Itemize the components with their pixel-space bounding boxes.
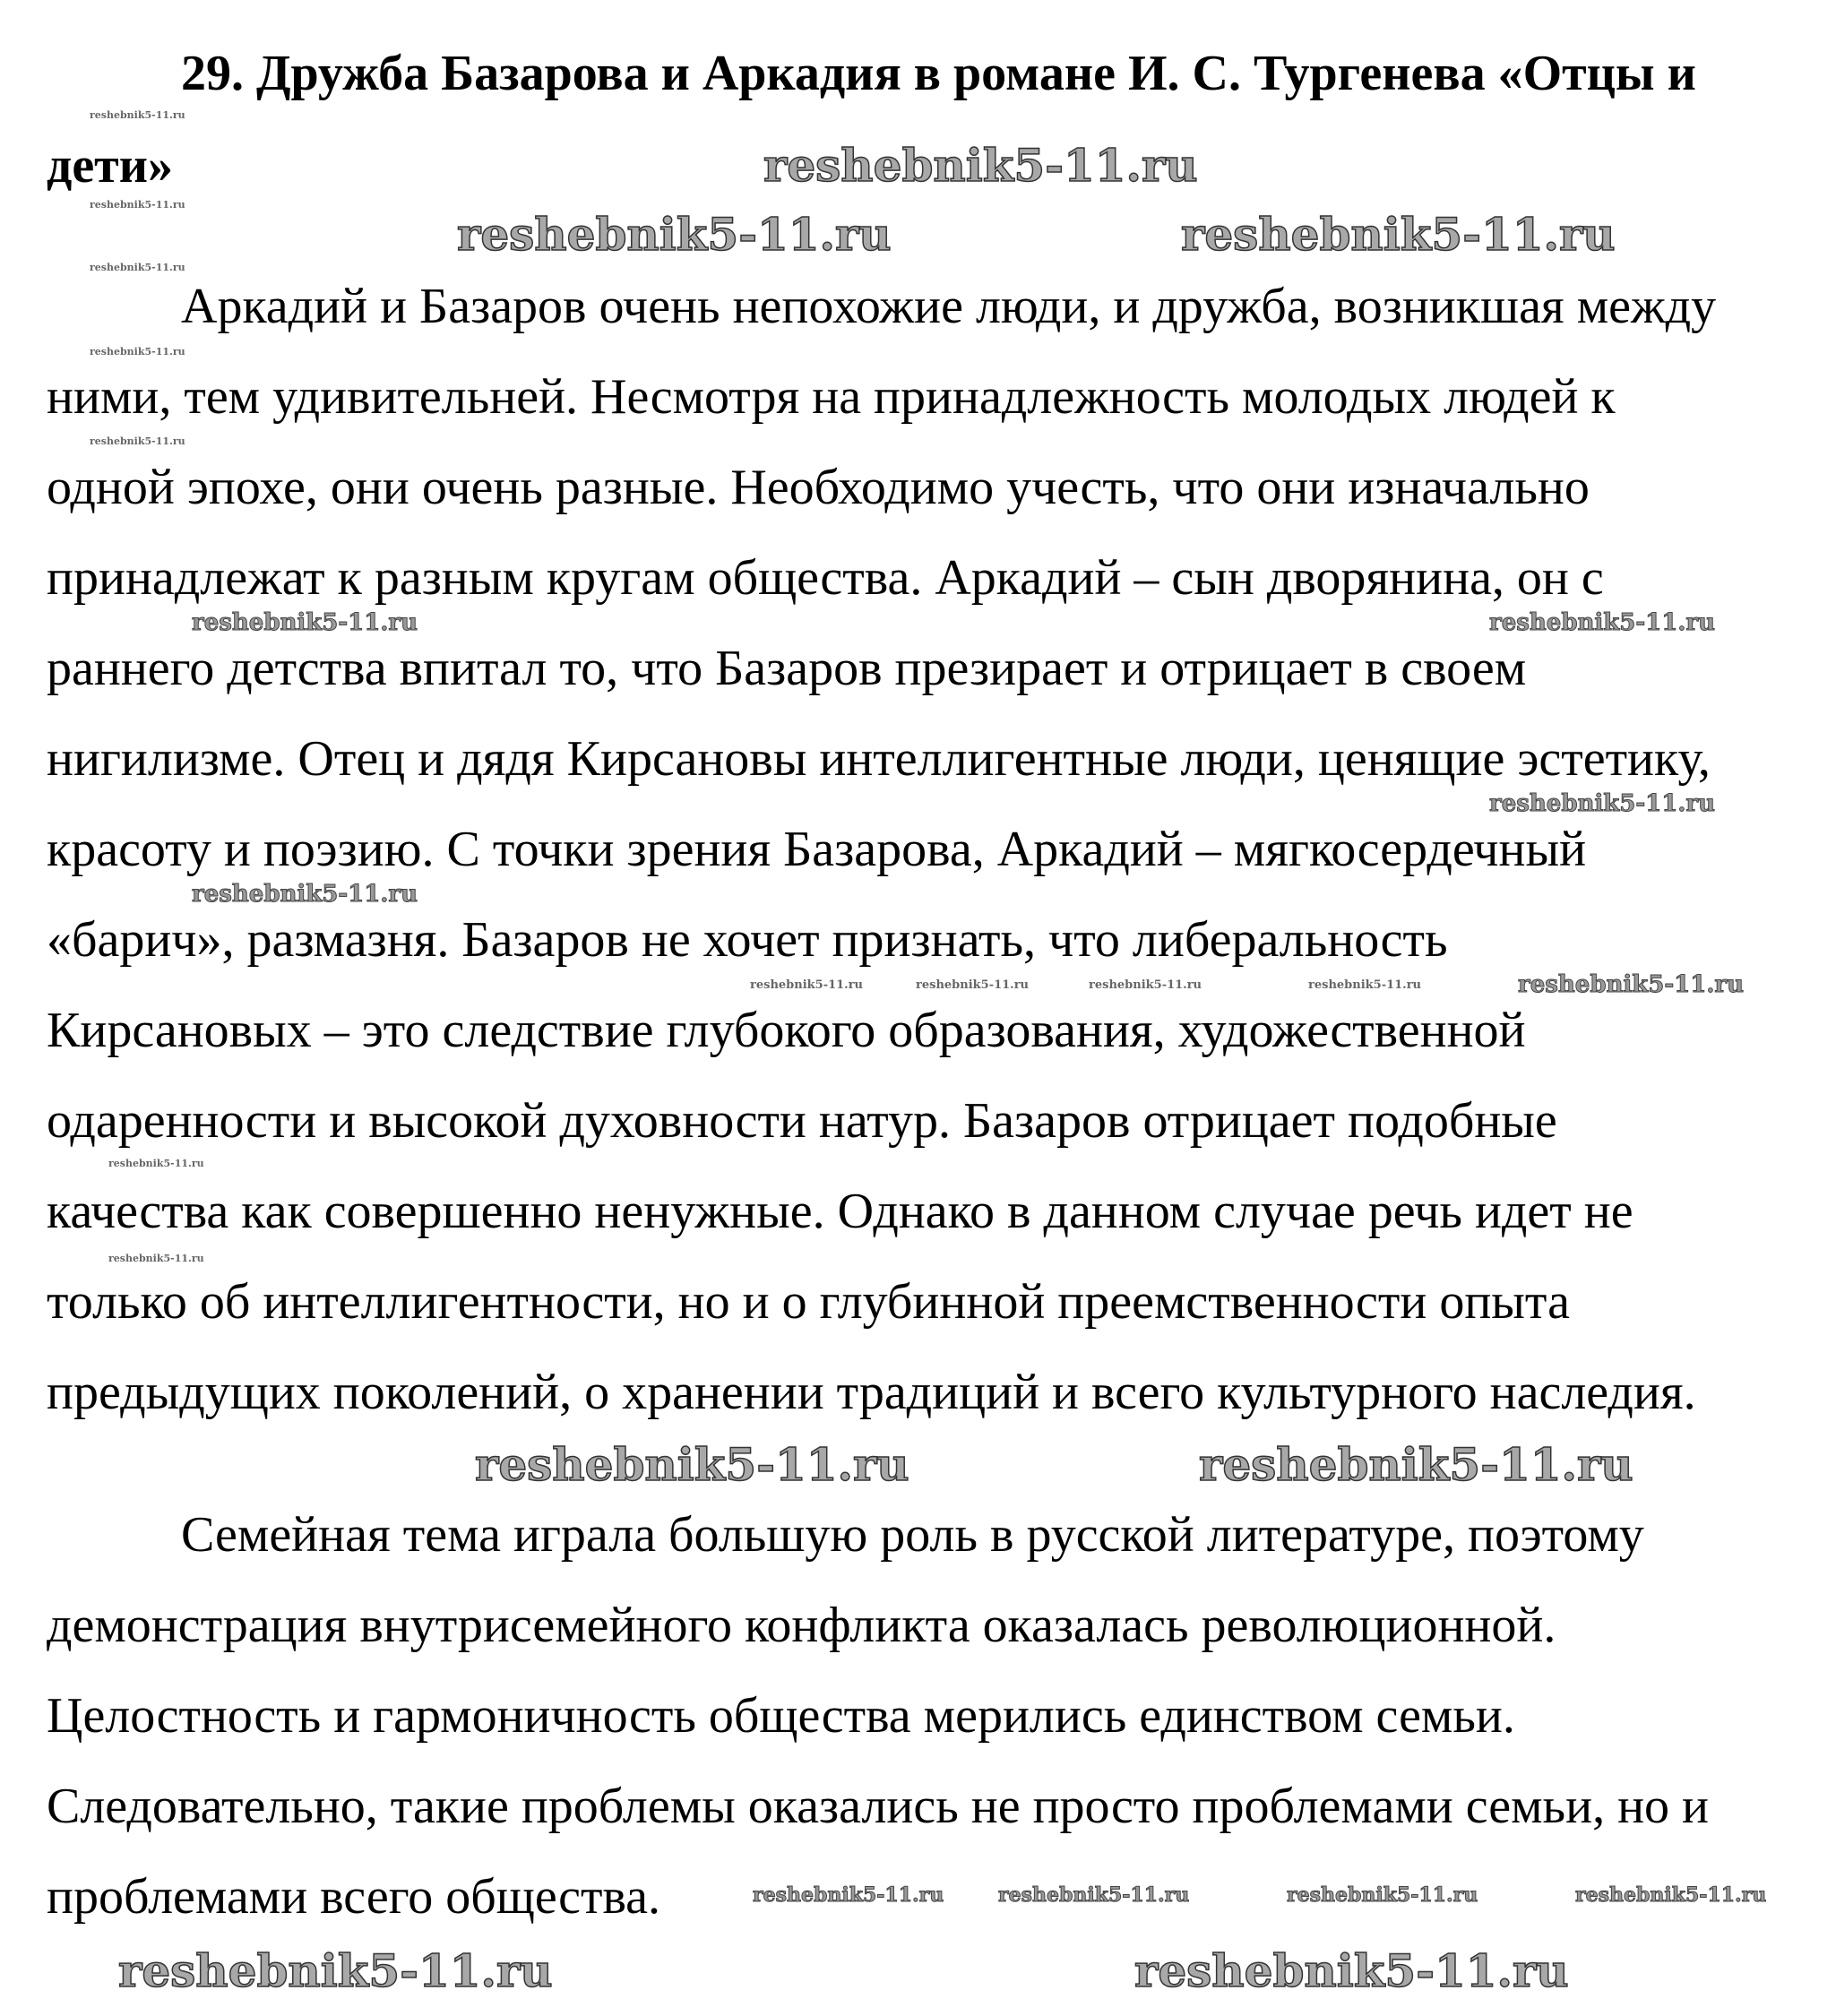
text-line: качества как совершенно ненужные. Однако в данном случае речь идет не (47, 1184, 1633, 1239)
watermark: reshebnik5-11.ru (90, 435, 185, 447)
text-line: принадлежат к разным кругам общества. Аркадий – сын дворянина, он с (47, 550, 1604, 606)
watermark: reshebnik5-11.ru (1308, 978, 1422, 992)
text-line: одной эпохе, они очень разные. Необходимо учесть, что они изначально (47, 460, 1590, 515)
watermark: reshebnik5-11.ru (998, 1883, 1190, 1907)
text-line: только об интеллигентности, но и о глубинной преемственности опыта (47, 1274, 1570, 1330)
watermark: reshebnik5-11.ru (1089, 978, 1202, 992)
watermark: reshebnik5-11.ru (750, 978, 864, 992)
text-line: Следовательно, такие проблемы оказались не просто проблемами семьи, но и (47, 1779, 1709, 1834)
text-line: Целостность и гармоничность общества мерились единством семьи. (47, 1688, 1515, 1744)
watermark: reshebnik5-11.ru (916, 978, 1030, 992)
watermark: reshebnik5-11.ru (118, 1944, 553, 1997)
watermark: reshebnik5-11.ru (475, 1438, 909, 1491)
text-line: одаренности и высокой духовности натур. Базаров отрицает подобные (47, 1093, 1557, 1149)
watermark: reshebnik5-11.ru (192, 609, 418, 636)
watermark: reshebnik5-11.ru (90, 262, 185, 273)
watermark: reshebnik5-11.ru (90, 346, 185, 358)
watermark: reshebnik5-11.ru (1518, 971, 1745, 998)
watermark: reshebnik5-11.ru (90, 199, 185, 211)
text-line: проблемами всего общества. (47, 1869, 661, 1925)
text-line: предыдущих поколений, о хранении традиций и всего культурного наследия. (47, 1365, 1696, 1420)
text-line: нигилизме. Отец и дядя Кирсановы интеллигентные люди, ценящие эстетику, (47, 731, 1711, 787)
watermark: reshebnik5-11.ru (90, 109, 185, 121)
text-line: Аркадий и Базаров очень непохожие люди, и дружба, возникшая между (181, 279, 1717, 334)
watermark: reshebnik5-11.ru (192, 881, 418, 908)
watermark: reshebnik5-11.ru (763, 139, 1198, 192)
watermark: reshebnik5-11.ru (1489, 609, 1716, 636)
text-line: ними, тем удивительней. Несмотря на принадлежность молодых людей к (47, 369, 1616, 425)
text-line: Семейная тема играла большую роль в русской литературе, поэтому (181, 1507, 1644, 1563)
watermark: reshebnik5-11.ru (108, 1253, 204, 1264)
watermark: reshebnik5-11.ru (1489, 790, 1716, 817)
text-line: Кирсановых – это следствие глубокого образования, художественной (47, 1003, 1526, 1058)
text-line: «барич», размазня. Базаров не хочет признать, что либеральность (47, 912, 1448, 968)
watermark: reshebnik5-11.ru (1199, 1438, 1633, 1491)
watermark: reshebnik5-11.ru (1287, 1883, 1478, 1907)
watermark: reshebnik5-11.ru (457, 208, 892, 261)
watermark: reshebnik5-11.ru (1134, 1944, 1569, 1997)
document-title-line-1: 29. Дружба Базарова и Аркадия в романе И. С. Тургенева «Отцы и (181, 46, 1696, 101)
watermark: reshebnik5-11.ru (1575, 1883, 1767, 1907)
text-line: раннего детства впитал то, что Базаров презирает и отрицает в своем (47, 641, 1527, 696)
text-line: демонстрация внутрисемейного конфликта оказалась революционной. (47, 1598, 1556, 1653)
watermark: reshebnik5-11.ru (753, 1883, 944, 1907)
document-title-line-2: дети» (47, 138, 173, 194)
watermark: reshebnik5-11.ru (1181, 208, 1616, 261)
watermark: reshebnik5-11.ru (108, 1158, 204, 1169)
text-line: красоту и поэзию. С точки зрения Базарова, Аркадий – мягкосердечный (47, 822, 1587, 877)
